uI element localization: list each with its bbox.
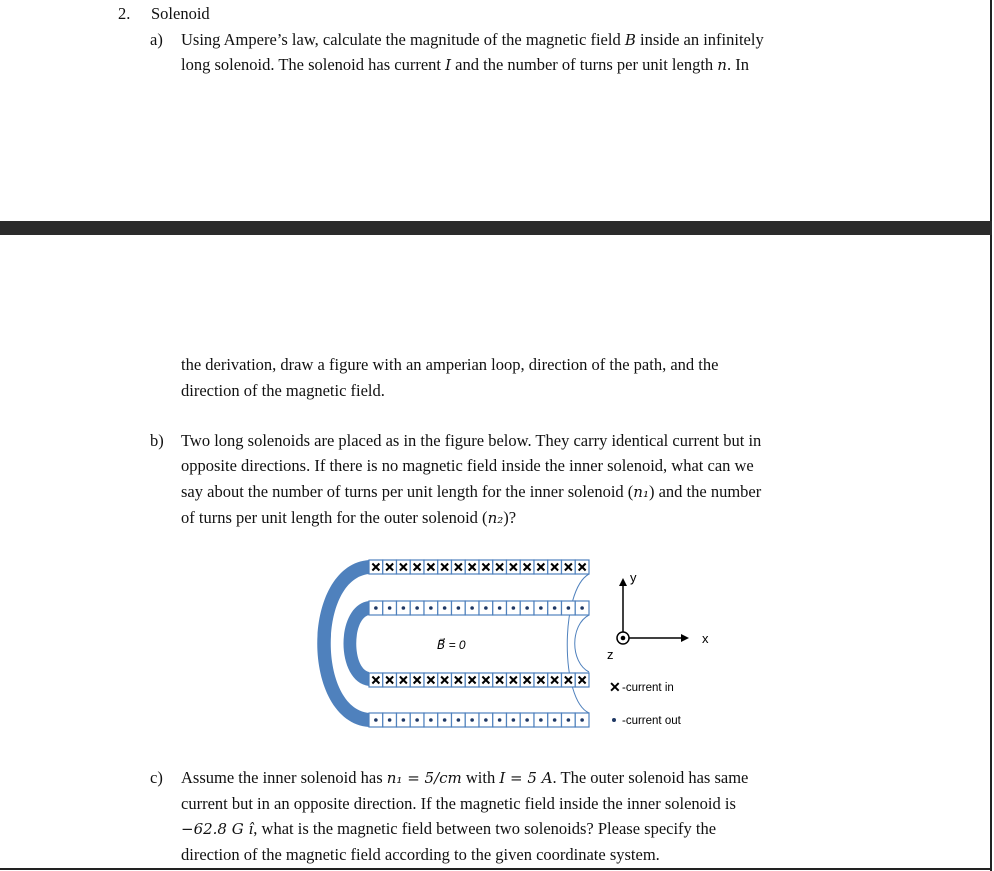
legend xyxy=(609,679,682,727)
current-out-icon xyxy=(553,606,557,610)
math-expression: n₂ xyxy=(487,509,504,527)
current-out-icon xyxy=(402,606,406,610)
text-line xyxy=(181,819,716,839)
text-line xyxy=(181,431,761,451)
current-out-icon xyxy=(580,606,584,610)
text-segment: , what is the magnetic field between two solenoids? Please specify the xyxy=(253,819,717,838)
math-expression: I xyxy=(445,56,452,74)
y-axis-label: y xyxy=(630,570,637,585)
text-segment: direction of the magnetic field according to the given coordinate system. xyxy=(181,845,660,864)
math-expression: I = 5 A xyxy=(499,769,553,787)
text-segment: inside an infinitely xyxy=(635,30,764,49)
text-line xyxy=(181,482,761,502)
current-out-icon xyxy=(388,718,392,722)
problem-title: Solenoid xyxy=(151,4,210,23)
text-line xyxy=(181,794,736,814)
text-segment: Assume the inner solenoid has xyxy=(181,768,387,787)
text-segment: the derivation, draw a figure with an amperian loop, direction of the path, and the xyxy=(181,355,719,374)
text-segment: ) and the number xyxy=(648,482,762,501)
math-expression: n xyxy=(717,56,727,74)
current-out-icon xyxy=(525,718,529,722)
inner-end-curve xyxy=(575,615,589,672)
current-out-icon xyxy=(553,718,557,722)
page-border-bottom xyxy=(0,868,992,870)
current-out-icon xyxy=(429,718,433,722)
current-out-icon xyxy=(512,718,516,722)
text-line xyxy=(181,381,385,401)
legend-current-in: -current in xyxy=(622,682,674,694)
text-line xyxy=(181,55,749,75)
current-out-icon xyxy=(539,606,543,610)
text-segment: opposite directions. If there is no magnetic field inside the inner solenoid, what can we xyxy=(181,456,754,475)
inner-solenoid-arc xyxy=(344,601,370,686)
cross-icon: ✕ xyxy=(609,679,621,695)
text-segment: long solenoid. The solenoid has current xyxy=(181,55,446,74)
text-segment: and the number of turns per unit length xyxy=(451,55,718,74)
outer-solenoid-arc xyxy=(317,560,369,727)
text-line xyxy=(181,845,660,865)
current-out-icon xyxy=(539,718,543,722)
current-out-icon xyxy=(402,718,406,722)
page-break-bar xyxy=(0,221,992,235)
problem-number: 2. xyxy=(118,4,131,23)
math-expression: n₁ = 5/cm xyxy=(386,769,462,787)
text-line xyxy=(181,508,516,528)
text-line xyxy=(181,355,718,375)
current-out-icon xyxy=(443,606,447,610)
current-out-icon xyxy=(457,606,461,610)
current-out-icon xyxy=(457,718,461,722)
current-out-icon xyxy=(374,718,378,722)
current-out-icon xyxy=(567,718,571,722)
text-segment: Two long solenoids are placed as in the figure below. They carry identical current but in xyxy=(181,431,762,450)
math-expression: B xyxy=(624,31,636,49)
text-segment: . The outer solenoid has same xyxy=(552,768,749,787)
part-c-label: c) xyxy=(150,768,163,787)
current-out-icon xyxy=(443,718,447,722)
solenoid-figure xyxy=(300,550,720,740)
current-out-icon xyxy=(470,718,474,722)
current-out-icon xyxy=(388,606,392,610)
part-b-label: b) xyxy=(150,431,164,450)
math-expression: −62.8 G î xyxy=(181,820,254,838)
current-out-icon xyxy=(498,718,502,722)
current-out-icon xyxy=(567,606,571,610)
part-a-label: a) xyxy=(150,30,163,49)
current-out-icon xyxy=(415,718,419,722)
x-axis-label: x xyxy=(702,631,709,646)
text-segment: )? xyxy=(503,508,517,527)
text-segment: say about the number of turns per unit length for the inner solenoid ( xyxy=(181,482,634,501)
current-out-icon xyxy=(484,606,488,610)
current-out-icon xyxy=(512,606,516,610)
text-segment: current but in an opposite direction. If the magnetic field inside the inner solenoid is xyxy=(181,794,736,813)
y-arrow-icon xyxy=(619,578,627,586)
text-segment: . In xyxy=(726,55,749,74)
legend-current-out: -current out xyxy=(622,715,681,727)
math-expression: n₁ xyxy=(633,483,649,501)
current-out-icon xyxy=(374,606,378,610)
text-line xyxy=(181,456,754,476)
z-axis-label: z xyxy=(607,647,614,662)
text-segment: of turns per unit length for the outer solenoid ( xyxy=(181,508,488,527)
text-line xyxy=(181,768,748,788)
current-out-icon xyxy=(580,718,584,722)
text-segment: Using Ampere’s law, calculate the magnitude of the magnetic field xyxy=(181,30,625,49)
text-segment: with xyxy=(461,768,500,787)
x-arrow-icon xyxy=(681,634,689,642)
current-out-icon xyxy=(525,606,529,610)
current-out-icon xyxy=(484,718,488,722)
current-out-icon xyxy=(470,606,474,610)
dot-icon xyxy=(612,718,616,722)
current-out-icon xyxy=(415,606,419,610)
outer-end-curve xyxy=(567,574,589,713)
page-border-right xyxy=(990,0,992,871)
current-out-icon xyxy=(498,606,502,610)
text-segment: direction of the magnetic field. xyxy=(181,381,385,400)
text-line xyxy=(181,30,764,50)
coordinate-axes xyxy=(607,570,709,662)
field-zero-label: B⃗ = 0 xyxy=(437,638,466,652)
current-out-icon xyxy=(429,606,433,610)
